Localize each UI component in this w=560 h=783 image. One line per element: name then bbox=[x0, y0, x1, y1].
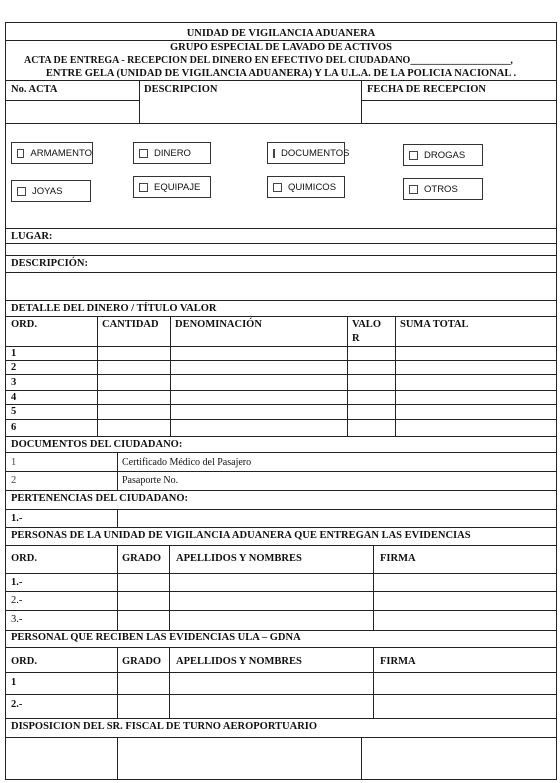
reciben-col-grado: GRADO bbox=[122, 656, 162, 667]
reciben-row: 1 bbox=[11, 677, 17, 688]
documento-certificado: Certificado Médico del Pasajero bbox=[122, 457, 252, 468]
entregan-col-grado: GRADO bbox=[122, 553, 162, 564]
checkbox-equipaje[interactable]: EQUIPAJE bbox=[133, 176, 211, 198]
fecha-recepcion-label: FECHA DE RECEPCION bbox=[367, 84, 487, 95]
entregan-title: PERSONAS DE LA UNIDAD DE VIGILANCIA ADUANERA QUE ENTREGAN LAS EVIDENCIAS bbox=[11, 530, 471, 541]
reciben-col-apellidos: APELLIDOS Y NOMBRES bbox=[176, 656, 302, 667]
table-row: 6 bbox=[11, 422, 17, 433]
checkbox-joyas[interactable]: JOYAS bbox=[11, 180, 91, 202]
col-suma-total: SUMA TOTAL bbox=[400, 319, 469, 330]
entregan-row: 1.- bbox=[11, 577, 23, 588]
checkbox-otros[interactable]: OTROS bbox=[403, 178, 483, 200]
checkbox-dinero[interactable]: DINERO bbox=[133, 142, 211, 164]
col-ord: ORD. bbox=[11, 319, 37, 330]
checkbox-armamento[interactable]: ARMAMENTO bbox=[11, 142, 93, 164]
documento-ord: 1 bbox=[11, 457, 17, 468]
col-denominacion: DENOMINACIÓN bbox=[175, 319, 262, 330]
descripcion-ciudadano-label: DESCRIPCIÓN: bbox=[11, 258, 89, 269]
table-row: 1 bbox=[11, 348, 17, 359]
reciben-col-firma: FIRMA bbox=[380, 656, 416, 667]
header-line-3: ACTA DE ENTREGA - RECEPCION DEL DINERO EN EFECTIVO DEL CIUDADANO____________________, bbox=[24, 55, 513, 66]
pertenencia-row: 1.- bbox=[11, 513, 23, 524]
header-line-4: ENTRE GELA (UNIDAD DE VIGILANCIA ADUANERA) Y LA U.L.A. DE LA POLICIA NACIONAL . bbox=[45, 68, 517, 79]
disposicion-title: DISPOSICION DEL SR. FISCAL DE TURNO AEROPORTUARIO bbox=[11, 721, 318, 732]
entregan-row: 3.- bbox=[11, 614, 23, 625]
col-valor-2: R bbox=[352, 333, 360, 344]
reciben-title: PERSONAL QUE RECIBEN LAS EVIDENCIAS ULA – GDNA bbox=[11, 632, 301, 643]
pertenencias-title: PERTENENCIAS DEL CIUDADANO: bbox=[11, 493, 188, 504]
table-row: 3 bbox=[11, 377, 17, 388]
table-row: 2 bbox=[11, 362, 17, 373]
documento-pasaporte: Pasaporte No. bbox=[122, 475, 179, 486]
entregan-row: 2.- bbox=[11, 595, 23, 606]
descripcion-label: DESCRIPCION bbox=[144, 84, 218, 95]
dinero-title: DETALLE DEL DINERO / TÍTULO VALOR bbox=[11, 303, 217, 314]
checkbox-quimicos[interactable]: QUIMICOS bbox=[267, 176, 345, 198]
entregan-col-firma: FIRMA bbox=[380, 553, 416, 564]
col-valor-1: VALO bbox=[352, 319, 381, 330]
checkbox-drogas[interactable]: DROGAS bbox=[403, 144, 483, 166]
documentos-title: DOCUMENTOS DEL CIUDADANO: bbox=[11, 439, 183, 450]
reciben-row: 2.- bbox=[11, 699, 23, 710]
table-row: 4 bbox=[11, 392, 17, 403]
documento-ord: 2 bbox=[11, 475, 17, 486]
header-line-1: UNIDAD DE VIGILANCIA ADUANERA bbox=[186, 28, 376, 39]
checkbox-documentos[interactable]: DOCUMENTOS bbox=[267, 142, 345, 164]
lugar-label: LUGAR: bbox=[11, 231, 53, 242]
acta-label: No. ACTA bbox=[11, 84, 58, 95]
header-line-2: GRUPO ESPECIAL DE LAVADO DE ACTIVOS bbox=[170, 42, 392, 53]
table-row: 5 bbox=[11, 406, 17, 417]
entregan-col-ord: ORD. bbox=[11, 553, 37, 564]
col-cantidad: CANTIDAD bbox=[102, 319, 159, 330]
reciben-col-ord: ORD. bbox=[11, 656, 37, 667]
entregan-col-apellidos: APELLIDOS Y NOMBRES bbox=[176, 553, 302, 564]
